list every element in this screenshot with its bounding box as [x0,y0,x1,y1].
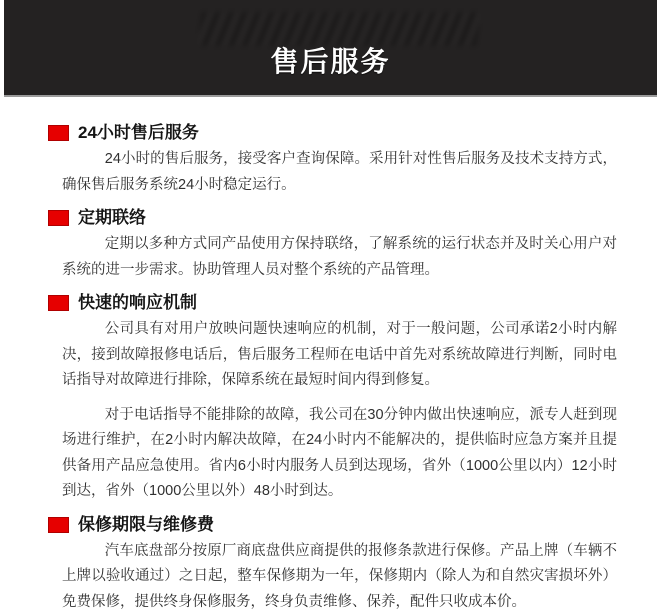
service-section [62,515,617,609]
section-paragraph: 公司具有对用户放映问题快速响应的机制，对于一般问题，公司承诺2小时内解决，接到故障报修电话后，售后服务工程师在电话中首先对系统故障进行判断，同时电话指导对故障进行排除，保障系统在最短时间内得到修复。 [62,321,617,388]
section-heading: 快速的响应机制 [78,293,197,312]
content-area [62,99,617,609]
red-square-bullet-icon [48,210,69,226]
service-section [62,123,617,198]
page-title: 售后服务 [270,46,391,77]
red-square-bullet-icon [48,517,69,533]
section-header [48,208,617,228]
section-heading: 定期联络 [78,208,146,227]
section-paragraph: 汽车底盘部分按原厂商底盘供应商提供的报修条款进行保修。产品上牌（车辆不上牌以验收通过）之日起，整车保修期为一年，保修期内（除人为和自然灾害损坏外）免费保修，提供终身保修服务，终身负责维修、保养，配件只收成本价。 [62,542,617,609]
section-paragraph: 对于电话指导不能排除的故障，我公司在30分钟内做出快速响应，派专人赶到现场进行维护，在2小时内解决故障，在24小时内不能解决的，提供临时应急方案并且提供备用产品应急使用。省内6小时内服务人员到达现场，省外（1000公里以内）12小时到达，省外（1000公里以外）48小时到达。 [62,406,617,499]
section-heading: 保修期限与维修费 [78,514,214,534]
section-paragraph: 24小时的售后服务，接受客户查询保障。采用针对性售后服务及技术支持方式，确保售后服务系统24小时稳定运行。 [62,151,617,193]
section-header [48,123,617,143]
section-paragraph: 定期以多种方式同产品使用方保持联络，了解系统的运行状态并及时关心用户对系统的进一步需求。协助管理人员对整个系统的产品管理。 [62,236,617,278]
red-square-bullet-icon [48,125,69,141]
service-section [62,293,617,505]
header-banner [4,0,657,97]
red-square-bullet-icon [48,295,69,311]
service-section [62,208,617,283]
section-heading: 24小时售后服务 [78,123,199,142]
section-header [48,515,617,535]
section-header [48,293,617,313]
